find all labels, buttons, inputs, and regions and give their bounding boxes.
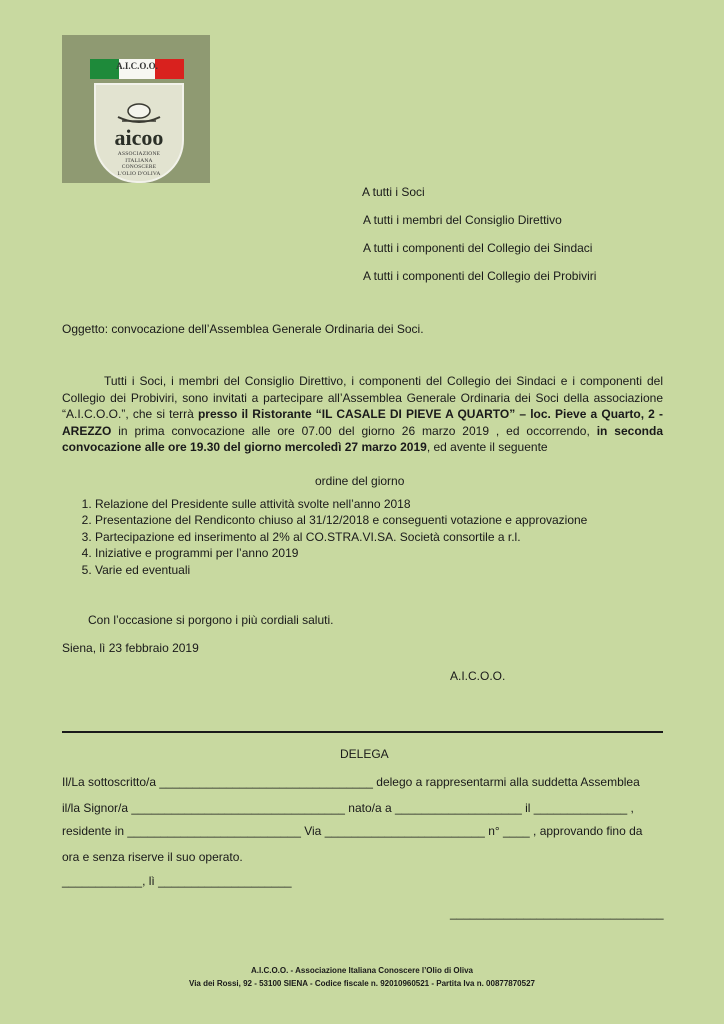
agenda-item: 2. Presentazione del Rendiconto chiuso al 31/12/2018 e conseguenti votazione e approvazione: [95, 512, 696, 528]
logo-flag-text: A.I.C.O.O.: [116, 61, 158, 71]
agenda-item: 4. Iniziative e programmi per l’anno 2019: [95, 545, 696, 561]
oil-bowl-icon: [114, 103, 164, 125]
footer-address: Via dei Rossi, 92 - 53100 SIENA - Codice fiscale n. 92010960521 - Partita Iva n. 00877870527: [189, 979, 535, 988]
aicoo-logo: [62, 35, 210, 183]
agenda-item: 1. Relazione del Presidente sulle attività svolte nell’anno 2018: [95, 496, 696, 512]
venue-text: presso il Ristorante “IL CASALE DI PIEVE A QUARTO” – loc. Pieve a Quarto, 2 - AREZZO: [62, 407, 663, 438]
recipient-line: A tutti i membri del Consiglio Direttivo: [363, 213, 562, 227]
recipient-line: A tutti i Soci: [362, 185, 425, 199]
recipient-line: A tutti i componenti del Collegio dei Sindaci: [363, 241, 593, 255]
delega-line: il/la Signor/a ________________________________ nato/a a ___________________ il ______________ ,: [62, 801, 634, 815]
agenda-item: 3. Partecipazione ed inserimento al 2% al CO.STRA.VI.SA. Società consortile a r.l.: [95, 529, 696, 545]
agenda-title: ordine del giorno: [315, 474, 405, 488]
agenda-list: [62, 496, 696, 578]
signature-org: A.I.C.O.O.: [450, 669, 506, 683]
place-date: Siena, lì 23 febbraio 2019: [62, 641, 199, 655]
logo-wordmark: aicoo: [114, 125, 164, 150]
footer-org: A.I.C.O.O. - Associazione Italiana Conoscere l’Olio di Oliva: [251, 966, 473, 975]
logo-subtitle: ASSOCIAZIONE ITALIANA CONOSCERE L'OLIO D'OLIVA: [117, 151, 161, 177]
closing-greeting: Con l’occasione si porgono i più cordiali saluti.: [88, 613, 334, 627]
agenda-item: 5. Varie ed eventuali: [95, 562, 696, 578]
subject-line: Oggetto: convocazione dell’Assemblea Generale Ordinaria dei Soci.: [62, 322, 424, 336]
logo-shield: [94, 83, 184, 183]
delega-place-date: ____________, lì ____________________: [62, 874, 292, 888]
delega-line: Il/La sottoscritto/a ________________________________ delego a rappresentarmi alla suddetta Assemblea: [62, 775, 640, 789]
second-convocation-text: in seconda convocazione alle ore 19.30 del giorno mercoledì 27 marzo 2019: [62, 423, 663, 454]
delega-line: ora e senza riserve il suo operato.: [62, 850, 243, 864]
section-divider: [62, 731, 663, 733]
body-paragraph: Tutti i Soci, i membri del Consiglio Direttivo, i componenti del Collegio dei Sindaci e i componenti del Collegio dei Probiviri, sono invitati a partecipare all’Assemblea Generale Ordinaria dei Soci della associazione “A.I.C.O.O.”, che si terrà presso il Ristorante “IL CASALE DI PIEVE A QUARTO” – loc. Pieve a Quarto, 2 - AREZZO in prima convocazione alle ore 07.00 del giorno 26 marzo 2019 , ed occorrendo, in seconda convocazione alle ore 19.30 del giorno mercoledì 27 marzo 2019, ed avente il seguente: [62, 374, 663, 454]
recipient-line: A tutti i componenti del Collegio dei Probiviri: [363, 269, 597, 283]
delega-title: DELEGA: [340, 747, 389, 761]
delega-line: residente in __________________________ Via ________________________ n° ____ , approvando fino da: [62, 824, 643, 838]
delega-signature-line: ________________________________: [450, 906, 664, 920]
